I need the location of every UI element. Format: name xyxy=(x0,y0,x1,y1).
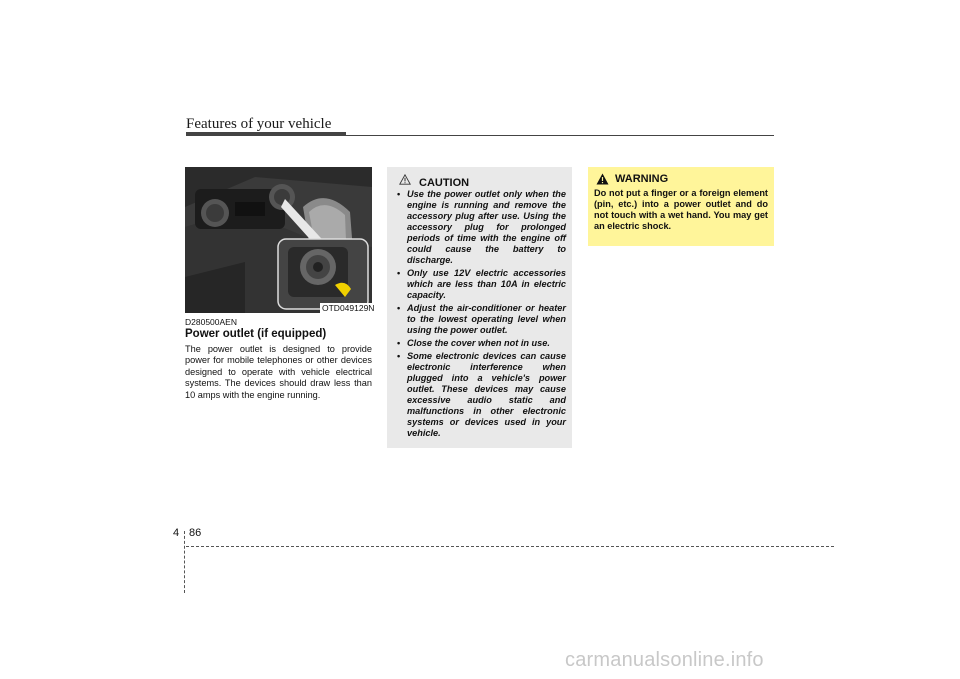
footer-vertical-rule xyxy=(184,531,185,593)
caution-item: • Adjust the air-conditioner or heater to the lowest operating level when using the power outlet. xyxy=(395,303,566,336)
caution-list xyxy=(395,189,566,439)
footer-rule xyxy=(186,546,834,547)
caution-item: • Some electronic devices can cause electronic interference when plugged into a vehicle's power outlet. These devices may cause excessive audio static and malfunctions in other electronic systems or devices used in your vehicle. xyxy=(395,351,566,439)
section-body: The power outlet is designed to provide power for mobile telephones or other devices designed to operate with vehicle electrical systems. The devices should draw less than 10 amps with the engine running. xyxy=(185,344,372,400)
power-outlet-photo xyxy=(185,167,372,313)
warning-text: Do not put a finger or a foreign element (pin, etc.) into a power outlet and do not touch with a wet hand. You may get an electric shock. xyxy=(594,188,768,231)
caution-item: • Only use 12V electric accessories which are less than 10A in electric capacity. xyxy=(395,268,566,301)
warning-box xyxy=(588,167,774,246)
watermark: carmanualsonline.info xyxy=(565,649,764,671)
caution-triangle-icon xyxy=(399,174,411,185)
warning-title: WARNING xyxy=(615,173,669,185)
header-title: Features of your vehicle xyxy=(186,116,332,132)
caution-item: • Close the cover when not in use. xyxy=(395,338,566,349)
header-rule xyxy=(346,135,774,136)
section-title: Power outlet (if equipped) xyxy=(185,328,327,340)
warning-triangle-icon xyxy=(596,173,609,185)
caution-title: CAUTION xyxy=(419,177,470,189)
chapter-number: 4 xyxy=(173,527,180,539)
section-code: D280500AEN xyxy=(185,317,237,327)
caution-header xyxy=(399,173,566,189)
warning-header xyxy=(596,173,768,185)
header-bar xyxy=(186,132,346,136)
photo-code: OTD049129N xyxy=(322,303,375,313)
caution-box xyxy=(387,167,572,448)
caution-item: • Use the power outlet only when the engine is running and remove the accessory plug after use. Using the accessory plug for prolonged periods of time with the engine off could cause the battery to discharge. xyxy=(395,189,566,266)
page-number: 86 xyxy=(189,527,202,539)
